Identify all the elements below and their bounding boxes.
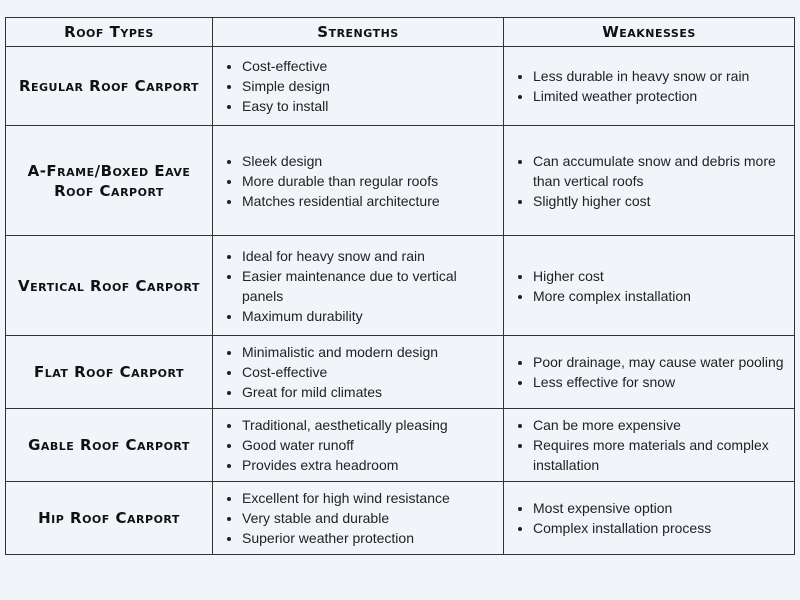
weaknesses-list	[504, 151, 794, 211]
roof-type-cell: Hip Roof Carport	[6, 482, 213, 555]
list-item: • Less durable in heavy snow or rain	[533, 66, 790, 86]
strengths-cell	[213, 336, 504, 409]
list-item: • Easy to install	[242, 96, 499, 116]
list-item: • More complex installation	[533, 286, 790, 306]
header-roof-types: Roof Types	[6, 18, 213, 47]
header-weaknesses: Weaknesses	[504, 18, 795, 47]
list-item: • Minimalistic and modern design	[242, 342, 499, 362]
list-item: • Complex installation process	[533, 518, 790, 538]
weaknesses-cell	[504, 126, 795, 236]
strengths-list	[213, 342, 503, 402]
list-item: • Easier maintenance due to vertical panels	[242, 266, 499, 306]
weaknesses-list	[504, 352, 794, 392]
weaknesses-list	[504, 266, 794, 306]
list-item: • Less effective for snow	[533, 372, 790, 392]
list-item: • Excellent for high wind resistance	[242, 488, 499, 508]
roof-type-cell: A-Frame/Boxed Eave Roof Carport	[6, 126, 213, 236]
list-item: • Higher cost	[533, 266, 790, 286]
list-item: • Most expensive option	[533, 498, 790, 518]
list-item: • Maximum durability	[242, 306, 499, 326]
weaknesses-list	[504, 498, 794, 538]
roof-comparison-table	[5, 17, 795, 555]
list-item: • Ideal for heavy snow and rain	[242, 246, 499, 266]
strengths-list	[213, 246, 503, 326]
strengths-list	[213, 151, 503, 211]
weaknesses-list	[504, 66, 794, 106]
table-row	[6, 482, 795, 555]
list-item: • Superior weather protection	[242, 528, 499, 548]
list-item: • Matches residential architecture	[242, 191, 499, 211]
table-row	[6, 409, 795, 482]
list-item: • Requires more materials and complex installation	[533, 435, 790, 475]
strengths-list	[213, 415, 503, 475]
list-item: • Cost-effective	[242, 362, 499, 382]
strengths-cell	[213, 126, 504, 236]
strengths-cell	[213, 47, 504, 126]
list-item: • Provides extra headroom	[242, 455, 499, 475]
list-item: • Very stable and durable	[242, 508, 499, 528]
list-item: • Traditional, aesthetically pleasing	[242, 415, 499, 435]
list-item: • More durable than regular roofs	[242, 171, 499, 191]
weaknesses-cell	[504, 236, 795, 336]
roof-type-cell: Regular Roof Carport	[6, 47, 213, 126]
roof-type-cell: Gable Roof Carport	[6, 409, 213, 482]
list-item: • Can accumulate snow and debris more than vertical roofs	[533, 151, 790, 191]
strengths-list	[213, 488, 503, 548]
table-row	[6, 47, 795, 126]
table-row	[6, 126, 795, 236]
strengths-cell	[213, 236, 504, 336]
list-item: • Limited weather protection	[533, 86, 790, 106]
list-item: • Good water runoff	[242, 435, 499, 455]
list-item: • Poor drainage, may cause water pooling	[533, 352, 790, 372]
header-strengths: Strengths	[213, 18, 504, 47]
strengths-cell	[213, 482, 504, 555]
list-item: • Cost-effective	[242, 56, 499, 76]
roof-type-cell: Flat Roof Carport	[6, 336, 213, 409]
weaknesses-cell	[504, 336, 795, 409]
table-row	[6, 336, 795, 409]
list-item: • Sleek design	[242, 151, 499, 171]
strengths-cell	[213, 409, 504, 482]
strengths-list	[213, 56, 503, 116]
header-row	[6, 18, 795, 47]
weaknesses-cell	[504, 482, 795, 555]
list-item: • Simple design	[242, 76, 499, 96]
list-item: • Slightly higher cost	[533, 191, 790, 211]
weaknesses-cell	[504, 409, 795, 482]
roof-type-cell: Vertical Roof Carport	[6, 236, 213, 336]
weaknesses-cell	[504, 47, 795, 126]
list-item: • Can be more expensive	[533, 415, 790, 435]
list-item: • Great for mild climates	[242, 382, 499, 402]
weaknesses-list	[504, 415, 794, 475]
table-row	[6, 236, 795, 336]
